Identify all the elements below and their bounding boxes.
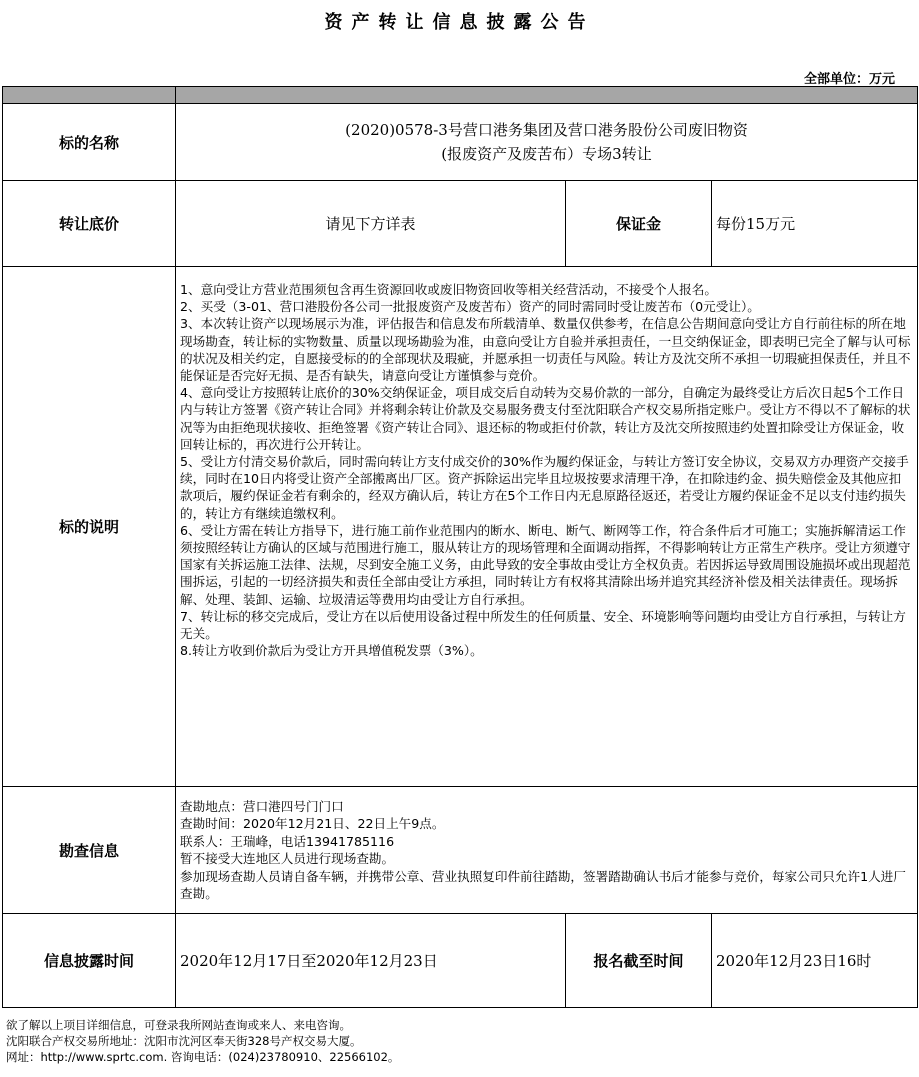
header-band-left: [3, 87, 176, 104]
footer-address: 沈阳联合产权交易所地址：沈阳市沈河区奉天街328号产权交易大厦。: [6, 1034, 362, 1048]
survey-line-notice: 暂不接受大连地区人员进行现场查勘。: [180, 851, 395, 866]
row-price: [3, 181, 918, 267]
page-title: 资产转让信息披露公告: [324, 12, 595, 33]
unit-note: 全部单位：万元: [803, 72, 895, 87]
survey-line-location: 查勘地点：营口港四号门门口: [180, 798, 344, 814]
header-band: [3, 87, 918, 104]
asset-name-line1: (2020)0578-3号营口港务集团及营口港务股份公司废旧物资: [345, 121, 748, 139]
row-asset-name: [3, 104, 918, 181]
description-item-7: 7、转让标的移交完成后，受让方在以后使用设备过程中所发生的任何质量、安全、环境影响等问题均由受让方自行承担，与转让方无关。: [180, 608, 906, 642]
description-item-2: 2、买受（3-01、营口港股份各公司一批报废资产及废苦布）资产的同时需同时受让废苦布（0元受让）。: [180, 299, 760, 315]
price-value: 请见下方详表: [176, 181, 566, 267]
survey-content: [176, 787, 918, 914]
asset-name-line2: (报废资产及废苦布）专场3转让: [441, 145, 652, 163]
deposit-value: 每份15万元: [712, 181, 918, 267]
deadline-label: 报名截至时间: [566, 914, 712, 1008]
footer-website-phone: 网址：http://www.sprtc.com. 咨询电话：(024)23780910、22566102。: [6, 1050, 400, 1064]
description-item-3: 3、本次转让资产以现场展示为准，评估报告和信息发布所载清单、数量仅供参考，在信息公告期间意向受让方自行前往标的所在地现场勘查，转让标的实物数量、质量以现场勘验为准，由意向受让方自验并承担责任，一旦交纳保证金，即表明已完全了解与认可标的状况及相关约定，自愿接受标的的全部现状及瑕疵，并愿承担一切责任与风险。转让方及沈交所不承担一切瑕疵担保责任，并且不能保证是否完好无损、是否有缺失，请意向受让方谨慎参与竞价。: [180, 316, 911, 384]
asset-name-label: 标的名称: [3, 104, 176, 181]
disclosure-time-label: 信息披露时间: [3, 914, 176, 1008]
asset-name-value: [176, 104, 918, 181]
row-description: [3, 267, 918, 787]
price-label: 转让底价: [3, 181, 176, 267]
row-disclosure-time: [3, 914, 918, 1008]
description-item-8: 8.转让方收到价款后为受让方开具增值税发票（3%）。: [180, 643, 483, 659]
description-item-4: 4、意向受让方按照转让底价的30%交纳保证金，项目成交后自动转为交易价款的一部分，自确定为最终受让方后次日起5个工作日内与转让方签署《资产转让合同》并将剩余转让价款及交易服务费支付至沈阳联合产权交易所指定账户。受让方不得以不了解标的状况等为由拒绝现状接收、拒绝签署《资产转让合同》、退还标的物或拒付价款，转让方及沈交所按照违约处置扣除受让方保证金，收回转让标的，再次进行公开转让。: [180, 385, 911, 452]
description-content: [176, 267, 918, 787]
survey-line-contact: 联系人：王瑞峰，电话13941785116: [180, 833, 395, 849]
description-item-5: 5、受让方付清交易价款后，同时需向转让方支付成交价的30%作为履约保证金，与转让方签订安全协议，交易双方办理资产交接手续，同时在10日内将受让资产全部搬离出厂区。资产拆除运出完毕且垃圾按要求清理干净，在扣除违约金、损失赔偿金及其他应扣款项后，履约保证金若有剩余的，经双方确认后，转让方在5个工作日内无息原路径返还，若受让方履约保证金不足以支付违约损失的，转让方有继续追缴权利。: [180, 454, 909, 521]
description-item-6: 6、受让方需在转让方指导下，进行施工前作业范围内的断水、断电、断气、断网等工作，符合条件后才可施工；实施拆解清运工作须按照经转让方确认的区域与范围进行施工，服从转让方的现场管理和全面调动指挥，不得影响转让方正常生产秩序。受让方须遵守国家有关拆运施工法律、法规，尽到安全施工义务，由此导致的安全事故由受让方全权负责。若因拆运导致周围设施损坏或出现超范围拆运，引起的一切经济损失和责任全部由受让方承担，同时转让方有权将其清除出场并追究其经济补偿及相关法律责任。现场拆解、处理、装卸、运输、垃圾清运等费用均由受让方自行承担。: [180, 522, 911, 607]
description-label: 标的说明: [3, 267, 176, 787]
deposit-label: 保证金: [566, 181, 712, 267]
disclosure-time-value: 2020年12月17日至2020年12月23日: [176, 914, 566, 1008]
survey-line-requirements: 参加现场查勘人员请自备车辆，并携带公章、营业执照复印件前往踏勘，签署踏勘确认书后才能参与竞价，每家公司只允许1人进厂查勘。: [180, 868, 906, 901]
description-item-1: 1、意向受让方营业范围须包含再生资源回收或废旧物资回收等相关经营活动，不接受个人报名。: [180, 282, 717, 297]
row-survey: [3, 787, 918, 914]
survey-line-time: 查勘时间：2020年12月21日、22日上午9点。: [180, 816, 445, 831]
survey-label: 勘查信息: [3, 787, 176, 914]
disclosure-table: [2, 86, 918, 1008]
deadline-value: 2020年12月23日16时: [712, 914, 918, 1008]
footer-inquiry: 欲了解以上项目详细信息，可登录我所网站查询或来人、来电咨询。: [6, 1018, 351, 1032]
header-band-right: [176, 87, 918, 104]
footer: [6, 1017, 399, 1065]
